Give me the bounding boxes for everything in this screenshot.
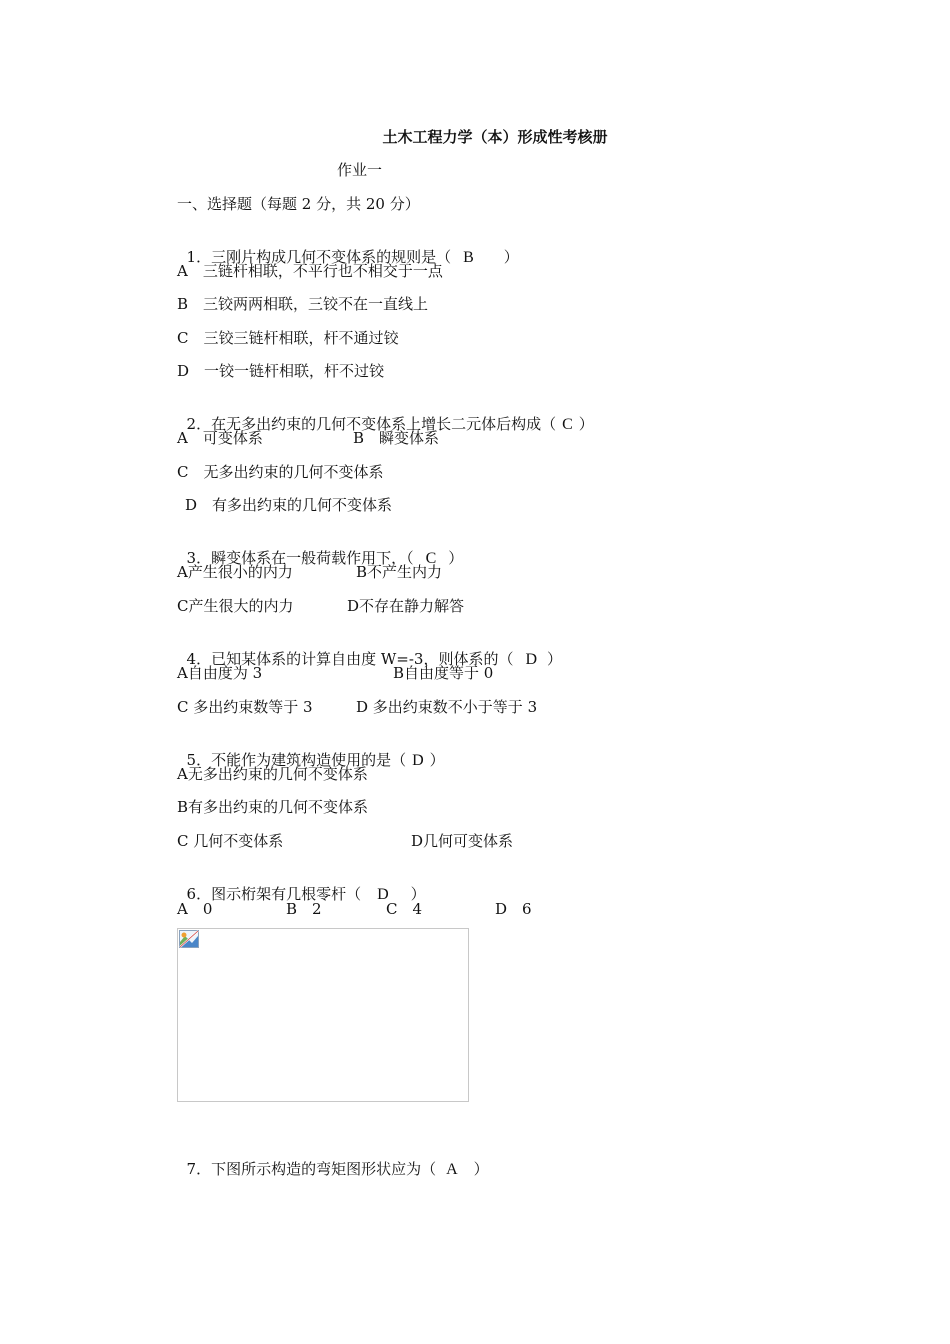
answer: D [412, 752, 424, 769]
option-text: B 2 [286, 900, 322, 918]
option-text: D 多出约束数不小于等于 3 [356, 698, 538, 716]
option-text: D 有多出约束的几何不变体系 [185, 496, 393, 514]
question-stem: 6．图示桁架有几根零杆（ [186, 885, 362, 903]
option-text: D 6 [495, 900, 532, 918]
option-text: C 三铰三链杆相联，杆不通过铰 [177, 329, 399, 347]
option-text: A 三链杆相联，不平行也不相交于一点 [177, 262, 443, 280]
question-3 [177, 528, 464, 567]
question-7 [177, 1139, 489, 1178]
question-6 [177, 864, 426, 903]
question-stem: 4．已知某体系的计算自由度 W=-3，则体系的（ [186, 650, 514, 668]
question-close: ） [473, 1160, 489, 1178]
question-close: ） [448, 549, 464, 567]
document-title: 土木工程力学（本）形成性考核册 [382, 128, 608, 146]
option-text: B不产生内力 [356, 563, 443, 581]
option-text: A 0 [177, 900, 213, 918]
question-4 [177, 629, 563, 668]
question-close: ） [503, 248, 519, 266]
question-1 [177, 227, 519, 266]
answer: C [562, 416, 573, 433]
answer: C [425, 550, 437, 567]
option-text: A自由度为 3 [177, 664, 263, 682]
question-stem: 7．下图所示构造的弯矩图形状应为（ [186, 1160, 437, 1178]
option-text: C 无多出约束的几何不变体系 [177, 463, 384, 481]
answer: D [377, 886, 389, 903]
option-text: B有多出约束的几何不变体系 [177, 798, 369, 816]
answer: B [463, 249, 474, 266]
question-2 [177, 394, 594, 433]
option-text: B自由度等于 0 [393, 664, 494, 682]
option-text: B 瞬变体系 [353, 429, 440, 447]
answer: A [446, 1161, 458, 1178]
broken-image-icon [179, 930, 199, 948]
option-text: C 几何不变体系 [177, 832, 284, 850]
answer: D [525, 651, 538, 668]
question-stem: 3．瞬变体系在一般荷载作用下，（ [186, 549, 414, 567]
question-stem: 1．三刚片构成几何不变体系的规则是（ [186, 248, 452, 266]
option-text: A 可变体系 [177, 429, 263, 447]
option-text: D不存在静力解答 [347, 597, 465, 615]
question-close: ） [429, 751, 445, 769]
option-text: C 4 [386, 900, 423, 918]
option-text: B 三铰两两相联，三铰不在一直线上 [177, 295, 429, 313]
section-heading: 一、选择题（每题 2 分，共 20 分） [177, 195, 420, 213]
option-text: D几何可变体系 [411, 832, 514, 850]
option-text: C产生很大的内力 [177, 597, 294, 615]
question-stem: 2．在无多出约束的几何不变体系上增长二元体后构成（ [186, 415, 557, 433]
question-stem: 5．不能作为建筑构造使用的是（ [186, 751, 407, 769]
option-text: C 多出约束数等于 3 [177, 698, 313, 716]
question-close: ） [547, 650, 563, 668]
option-text: A产生很小的内力 [177, 563, 293, 581]
option-text: A无多出约束的几何不变体系 [177, 765, 368, 783]
assignment-heading: 作业一 [337, 161, 383, 179]
question-close: ） [578, 415, 594, 433]
question-close: ） [410, 885, 426, 903]
option-text: D 一铰一链杆相联，杆不过铰 [177, 362, 385, 380]
question-5 [177, 730, 445, 769]
truss-figure-placeholder [177, 928, 469, 1102]
